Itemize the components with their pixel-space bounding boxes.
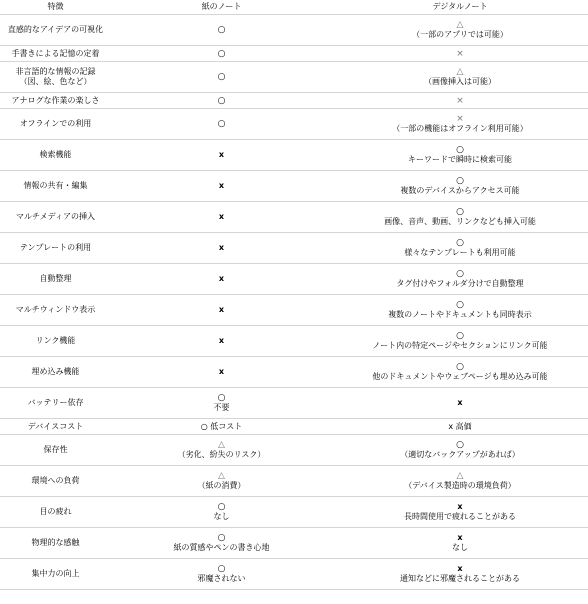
- table-row: [0, 466, 588, 497]
- table-row: [0, 140, 588, 171]
- feature-cell: [0, 171, 111, 202]
- paper-mark: ○: [217, 25, 226, 35]
- digital-cell: [332, 497, 588, 528]
- digital-cell: [332, 295, 588, 326]
- digital-inline-value: x 高価: [448, 421, 472, 431]
- digital-note: 長時間使用で疲れることがある: [404, 512, 516, 521]
- paper-cell: [111, 559, 332, 590]
- digital-cell: [332, 466, 588, 497]
- paper-mark: x: [218, 336, 225, 345]
- paper-mark: x: [218, 274, 225, 283]
- paper-cell: [111, 357, 332, 388]
- table-row: [0, 435, 588, 466]
- feature-label: バッテリー依存: [27, 398, 84, 407]
- digital-mark: ○: [456, 440, 464, 450]
- digital-note: ノート内の特定ページやセクションにリンク可能: [372, 341, 548, 350]
- digital-mark: ○: [456, 300, 464, 310]
- feature-cell: [0, 466, 111, 497]
- feature-label: 直感的なアイデアの可視化: [7, 25, 104, 34]
- digital-cell: [332, 559, 588, 590]
- feature-label: オフラインでの利用: [19, 119, 92, 128]
- digital-cell: [332, 140, 588, 171]
- paper-cell: [111, 528, 332, 559]
- paper-cell: [111, 140, 332, 171]
- paper-cell: [111, 93, 332, 109]
- paper-note: 邪魔されない: [197, 574, 246, 583]
- digital-note: キーワードで瞬時に検索可能: [408, 155, 512, 164]
- paper-cell: [111, 497, 332, 528]
- paper-mark: x: [218, 243, 225, 252]
- paper-mark: ○: [217, 393, 226, 403]
- digital-note: 画像、音声、動画、リンクなども挿入可能: [384, 217, 536, 226]
- table-row: [0, 62, 588, 93]
- feature-cell: [0, 326, 111, 357]
- digital-note: （一部の機能はオフライン利用可能）: [392, 124, 528, 133]
- paper-cell: [111, 466, 332, 497]
- paper-cell: [111, 15, 332, 46]
- table-row: [0, 46, 588, 62]
- paper-note: なし: [213, 512, 230, 521]
- table-row: [0, 388, 588, 419]
- paper-mark: x: [218, 305, 225, 314]
- feature-cell: [0, 357, 111, 388]
- digital-note: なし: [452, 543, 468, 552]
- feature-cell: [0, 15, 111, 46]
- paper-mark: ○: [217, 72, 226, 82]
- header-paper: 紙のノート: [111, 0, 332, 15]
- paper-cell: [111, 202, 332, 233]
- paper-note: （紙の消費）: [197, 481, 246, 490]
- feature-cell: [0, 528, 111, 559]
- digital-mark: ○: [456, 331, 464, 341]
- header-row: [0, 0, 588, 15]
- digital-cell: [332, 46, 588, 62]
- paper-note: （劣化、紛失のリスク）: [177, 450, 266, 459]
- digital-mark: x: [457, 533, 463, 542]
- table-row: [0, 15, 588, 46]
- feature-label: マルチメディアの挿入: [15, 212, 96, 221]
- digital-cell: [332, 62, 588, 93]
- feature-label: アナログな作業の楽しさ: [11, 95, 100, 105]
- table-row: [0, 93, 588, 109]
- header-digital: デジタルノート: [332, 0, 588, 15]
- paper-note: 紙の質感やペンの書き心地: [173, 543, 270, 552]
- digital-note: 他のドキュメントやウェブページも埋め込み可能: [372, 372, 548, 381]
- feature-label: 非言語的な情報の記録: [15, 67, 96, 76]
- table-row: [0, 109, 588, 140]
- feature-cell: [0, 435, 111, 466]
- table-row: [0, 233, 588, 264]
- paper-cell: [111, 295, 332, 326]
- feature-label: リンク機能: [35, 336, 76, 345]
- table-row: [0, 295, 588, 326]
- feature-cell: [0, 140, 111, 171]
- feature-label: 保存性: [43, 445, 68, 454]
- feature-label: 集中力の向上: [31, 569, 80, 578]
- feature-label: 埋め込み機能: [31, 367, 80, 376]
- paper-cell: [111, 419, 332, 435]
- digital-cell: [332, 233, 588, 264]
- paper-mark: ○: [217, 119, 226, 129]
- feature-cell: [0, 497, 111, 528]
- digital-cell: [332, 419, 588, 435]
- digital-mark: ○: [456, 362, 464, 372]
- digital-mark: x: [457, 564, 463, 573]
- feature-label: マルチウィンドウ表示: [15, 305, 96, 314]
- digital-note: 複数のデバイスからアクセス可能: [400, 186, 520, 195]
- digital-mark: △: [456, 20, 464, 30]
- feature-cell: [0, 264, 111, 295]
- paper-mark: ○: [217, 95, 226, 106]
- digital-cell: [332, 326, 588, 357]
- paper-cell: [111, 46, 332, 62]
- table-row: [0, 326, 588, 357]
- feature-cell: [0, 388, 111, 419]
- digital-note: （適切なバックアップがあれば）: [400, 450, 520, 459]
- feature-label: 自動整理: [39, 274, 72, 283]
- paper-mark: ○: [217, 48, 226, 59]
- feature-cell: [0, 46, 111, 62]
- paper-mark: △: [218, 440, 225, 450]
- digital-mark: x: [457, 398, 463, 407]
- feature-cell: [0, 93, 111, 109]
- digital-mark: x: [457, 502, 463, 511]
- digital-mark: ○: [456, 269, 464, 279]
- feature-label: 環境への負荷: [31, 476, 80, 485]
- digital-note: タグ付けやフォルダ分けで自動整理: [396, 279, 524, 288]
- table-row: [0, 419, 588, 435]
- header-feature: 特徴: [0, 0, 111, 15]
- table-body: [0, 15, 588, 590]
- digital-cell: [332, 93, 588, 109]
- table-row: [0, 264, 588, 295]
- table-row: [0, 171, 588, 202]
- digital-cell: [332, 171, 588, 202]
- digital-mark: ×: [456, 48, 464, 59]
- feature-label: 検索機能: [39, 150, 72, 159]
- paper-cell: [111, 326, 332, 357]
- digital-mark: ×: [456, 114, 464, 124]
- paper-mark: x: [218, 150, 225, 159]
- paper-mark: ○: [217, 564, 226, 574]
- paper-cell: [111, 435, 332, 466]
- feature-label: 物理的な感触: [31, 538, 80, 547]
- table-row: [0, 202, 588, 233]
- table-row: [0, 497, 588, 528]
- digital-note: （一部のアプリでは可能）: [412, 30, 508, 39]
- feature-cell: [0, 62, 111, 93]
- digital-cell: [332, 109, 588, 140]
- digital-note: （画像挿入は可能）: [424, 77, 496, 86]
- feature-cell: [0, 419, 111, 435]
- feature-label: （図、絵、色など）: [19, 77, 92, 86]
- digital-note: （デバイス製造時の環境負荷）: [404, 481, 516, 490]
- feature-cell: [0, 109, 111, 140]
- table-row: [0, 528, 588, 559]
- digital-cell: [332, 528, 588, 559]
- paper-mark: △: [218, 471, 225, 481]
- paper-cell: [111, 171, 332, 202]
- paper-cell: [111, 233, 332, 264]
- digital-cell: [332, 202, 588, 233]
- paper-note: 不要: [213, 403, 230, 412]
- feature-cell: [0, 295, 111, 326]
- digital-cell: [332, 264, 588, 295]
- feature-cell: [0, 202, 111, 233]
- feature-label: 情報の共有・編集: [23, 181, 88, 190]
- table-row: [0, 559, 588, 590]
- paper-cell: [111, 109, 332, 140]
- paper-mark: x: [218, 212, 225, 221]
- paper-mark: x: [218, 181, 225, 190]
- feature-label: デバイスコスト: [27, 421, 84, 431]
- paper-cell: [111, 264, 332, 295]
- digital-cell: [332, 435, 588, 466]
- table-row: [0, 357, 588, 388]
- digital-note: 通知などに邪魔されることがある: [400, 574, 520, 583]
- feature-label: 手書きによる記憶の定着: [11, 48, 100, 58]
- paper-mark: ○: [217, 533, 226, 543]
- digital-mark: ○: [456, 145, 464, 155]
- digital-mark: ○: [456, 176, 464, 186]
- digital-mark: ×: [456, 95, 464, 106]
- digital-cell: [332, 15, 588, 46]
- paper-cell: [111, 62, 332, 93]
- digital-mark: △: [456, 471, 464, 481]
- paper-mark: ○: [217, 502, 226, 512]
- feature-cell: [0, 559, 111, 590]
- digital-cell: [332, 357, 588, 388]
- feature-cell: [0, 233, 111, 264]
- digital-note: 様々なテンプレートも利用可能: [404, 248, 516, 257]
- digital-mark: △: [456, 67, 464, 77]
- paper-inline-value: ○ 低コスト: [200, 421, 243, 431]
- feature-label: 目の疲れ: [39, 507, 72, 516]
- digital-mark: ○: [456, 238, 464, 248]
- paper-cell: [111, 388, 332, 419]
- digital-note: 複数のノートやドキュメントも同時表示: [388, 310, 532, 319]
- paper-mark: x: [218, 367, 225, 376]
- digital-cell: [332, 388, 588, 419]
- feature-label: テンプレートの利用: [19, 243, 92, 252]
- digital-mark: ○: [456, 207, 464, 217]
